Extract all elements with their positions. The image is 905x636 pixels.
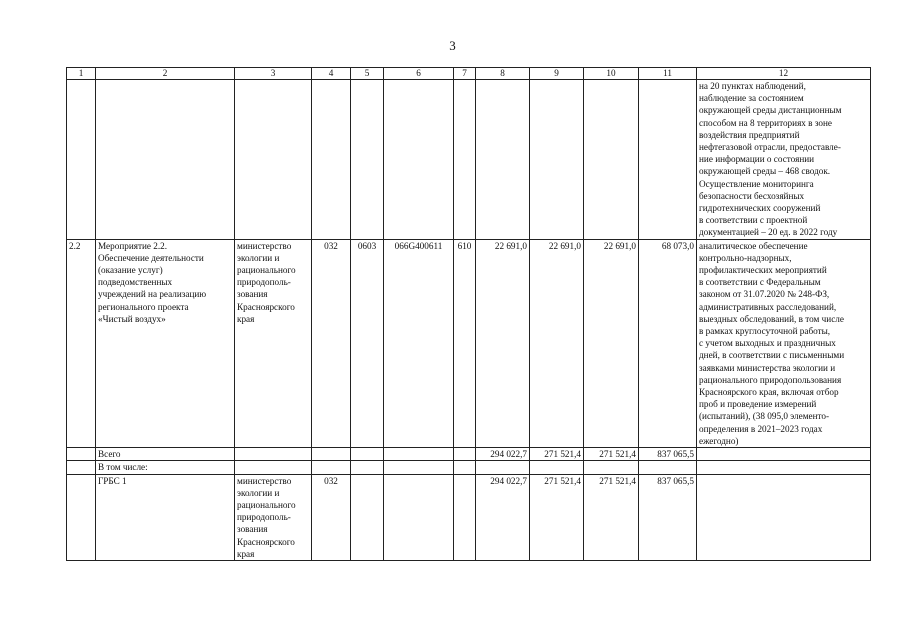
grbs1-name: министерство экологии и рационального природополь- зования Красноярского края bbox=[235, 474, 312, 560]
header-cell: 2 bbox=[96, 68, 235, 80]
amount-year-1: 22 691,0 bbox=[476, 239, 530, 447]
grbs1-year-3: 271 521,4 bbox=[584, 474, 639, 560]
expected-result: аналитическое обеспечение контрольно-надзорных, профилактических мероприятий в соответствии с Федеральным законом от 31.07.2020 № 248-ФЗ, административных расследований, выездных обследований, в том числе в рамках круглосуточной работы, с учетом выходных и праздничных дней, в соответствии с письменными заявками министерства экологии и рационального природопользования Красноярского края, включая отбор проб и проведение измерений (испытаний), (38 095,0 элементо- определения в 2021–2023 годах ежегодно) bbox=[697, 239, 871, 447]
header-cell: 10 bbox=[584, 68, 639, 80]
total-sum: 837 065,5 bbox=[639, 448, 697, 461]
measure-name: Мероприятие 2.2. Обеспечение деятельности (оказание услуг) подведомственных учреждений на реализацию регионального проекта «Чистый воздух» bbox=[96, 239, 235, 447]
grbs-name: министерство экологии и рационального природополь- зования Красноярского края bbox=[235, 239, 312, 447]
grbs1-sum: 837 065,5 bbox=[639, 474, 697, 560]
header-cell: 8 bbox=[476, 68, 530, 80]
amount-year-2: 22 691,0 bbox=[530, 239, 584, 447]
grbs1-year-1: 294 022,7 bbox=[476, 474, 530, 560]
header-cell: 3 bbox=[235, 68, 312, 80]
total-year-3: 271 521,4 bbox=[584, 448, 639, 461]
page-number: 3 bbox=[449, 38, 456, 53]
program-table bbox=[66, 67, 871, 561]
table-row-grbs1 bbox=[67, 474, 871, 560]
header-row bbox=[67, 68, 871, 80]
header-cell: 7 bbox=[454, 68, 476, 80]
header-cell: 9 bbox=[530, 68, 584, 80]
total-year-2: 271 521,4 bbox=[530, 448, 584, 461]
grbs1-year-2: 271 521,4 bbox=[530, 474, 584, 560]
header-cell: 5 bbox=[351, 68, 384, 80]
grbs1-label: ГРБС 1 bbox=[96, 474, 235, 560]
table-row-2-2 bbox=[67, 239, 871, 447]
table-row-including bbox=[67, 461, 871, 474]
header-cell: 12 bbox=[697, 68, 871, 80]
header-cell: 4 bbox=[312, 68, 351, 80]
code-grbs: 032 bbox=[312, 239, 351, 447]
table-row-total bbox=[67, 448, 871, 461]
code-csr: 066G400611 bbox=[384, 239, 454, 447]
row-number: 2.2 bbox=[67, 239, 96, 447]
table-row-continuation bbox=[67, 80, 871, 240]
total-year-1: 294 022,7 bbox=[476, 448, 530, 461]
including-label: В том числе: bbox=[96, 461, 235, 474]
total-label: Всего bbox=[96, 448, 235, 461]
header-cell: 11 bbox=[639, 68, 697, 80]
header-cell: 1 bbox=[67, 68, 96, 80]
header-cell: 6 bbox=[384, 68, 454, 80]
continuation-description: на 20 пунктах наблюдений, наблюдение за состоянием окружающей среды дистанционным способом на 8 территориях в зоне воздействия предприятий нефтегазовой отрасли, предоставле- ние информации о состоянии окружающей среды – 468 сводок. Осуществление мониторинга безопасности бесхозяйных гидротехнических сооружений в соответствии с проектной документацией – 20 ед. в 2022 году bbox=[697, 80, 871, 240]
grbs1-code: 032 bbox=[312, 474, 351, 560]
amount-year-3: 22 691,0 bbox=[584, 239, 639, 447]
code-rzpr: 0603 bbox=[351, 239, 384, 447]
code-vr: 610 bbox=[454, 239, 476, 447]
amount-total: 68 073,0 bbox=[639, 239, 697, 447]
